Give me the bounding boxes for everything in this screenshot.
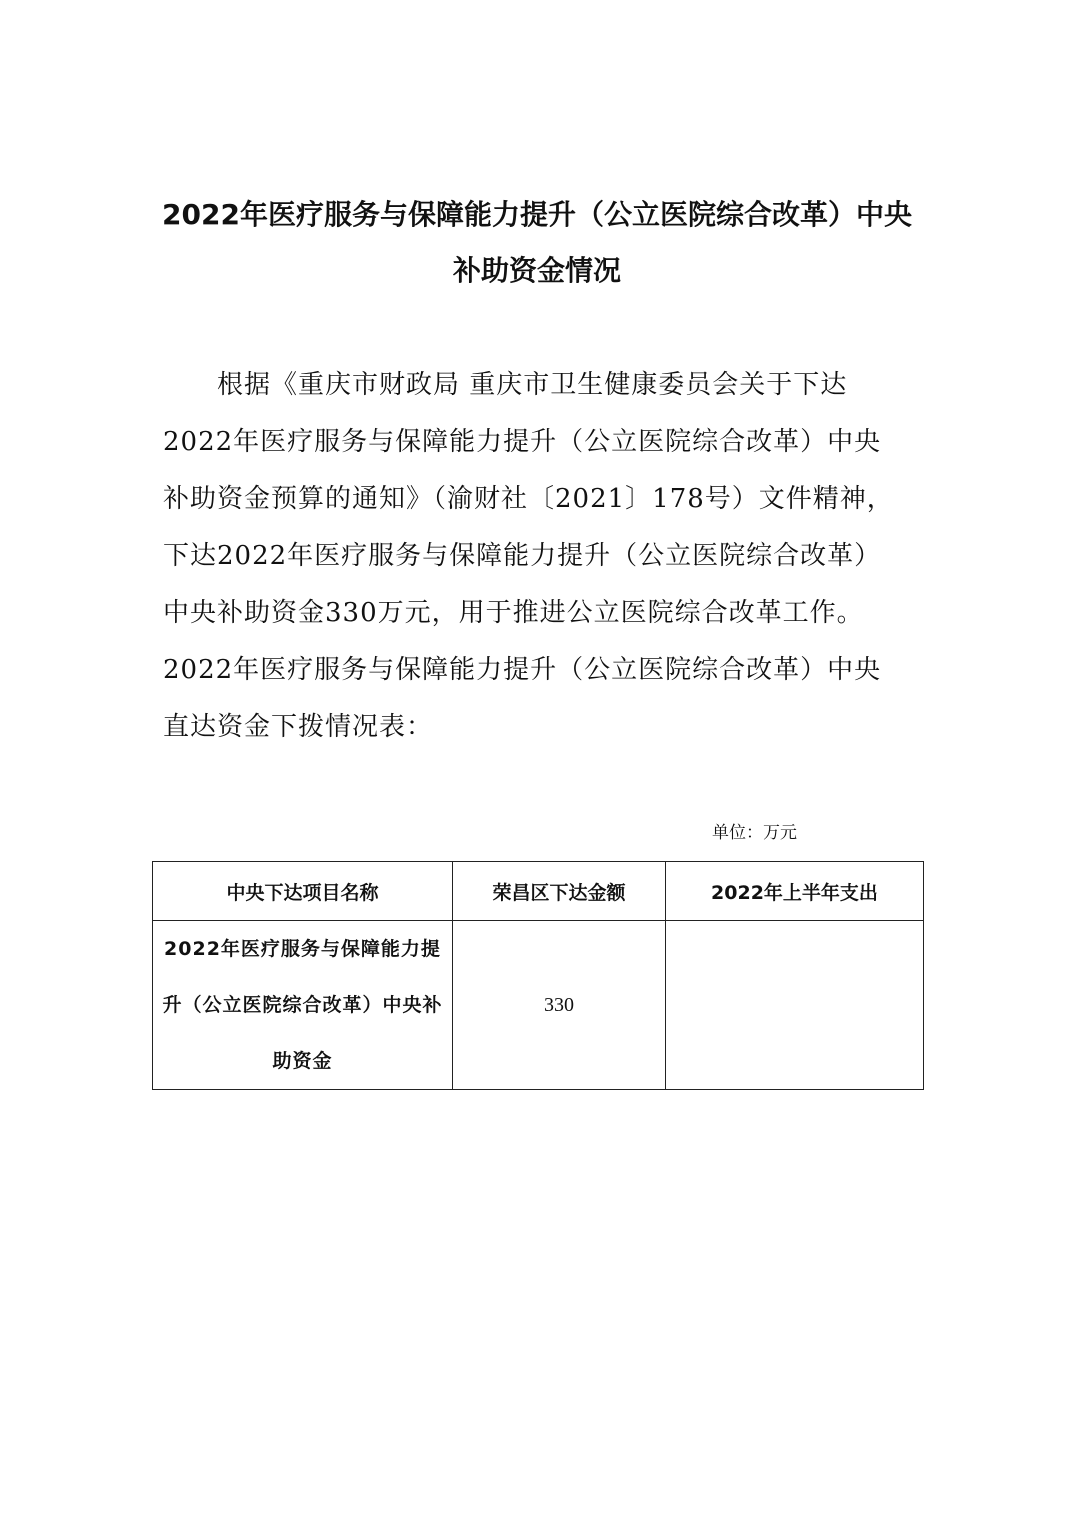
amount-value: 330 (544, 993, 574, 1016)
document-title-line-2: 补助资金情况 (452, 254, 621, 287)
table-header-row (153, 862, 924, 921)
body-line-4: 下达2022年医疗服务与保障能力提升（公立医院综合改革） (163, 541, 882, 571)
body-line-6: 2022年医疗服务与保障能力提升（公立医院综合改革）中央 (163, 655, 882, 685)
table-row (153, 921, 924, 1090)
body-line-3: 补助资金预算的通知》（渝财社〔2021〕178号）文件精神， (163, 484, 894, 514)
body-line-7: 直达资金下拨情况表： (163, 712, 434, 742)
body-line-2: 2022年医疗服务与保障能力提升（公立医院综合改革）中央 (163, 427, 882, 457)
cell-project-name (153, 921, 453, 1090)
cell-spent (666, 921, 924, 1090)
document-title-line-1: 2022年医疗服务与保障能力提升（公立医院综合改革）中央 (162, 198, 912, 231)
project-name-text: 2022年医疗服务与保障能力提升（公立医院综合改革）中央补助资金 (162, 938, 443, 1072)
cell-amount (453, 921, 666, 1090)
header-spent: 2022年上半年支出 (666, 862, 924, 921)
unit-label: 单位：万元 (712, 823, 797, 843)
body-line-5: 中央补助资金330万元，用于推进公立医院综合改革工作。 (163, 598, 864, 628)
fund-table (152, 861, 924, 1090)
body-line-1: 根据《重庆市财政局 重庆市卫生健康委员会关于下达 (163, 370, 848, 400)
header-amount: 荣昌区下达金额 (453, 862, 666, 921)
header-project-name: 中央下达项目名称 (153, 862, 453, 921)
